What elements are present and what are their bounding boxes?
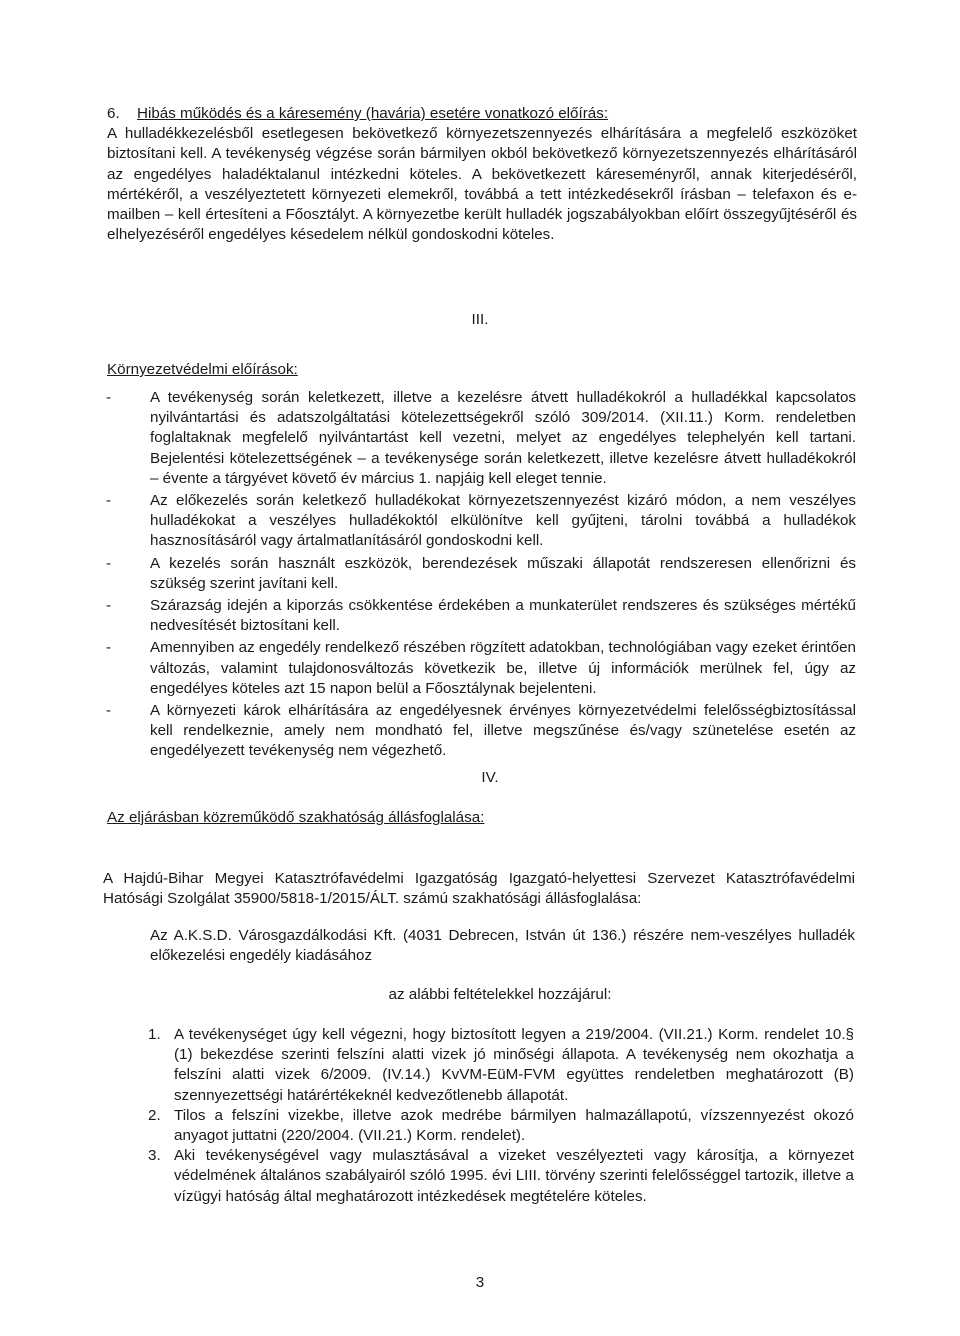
section-number: 6. <box>107 105 120 122</box>
roman-numeral-iii: III. <box>471 311 489 328</box>
list-item-text: Amennyiben az engedély rendelkező részében rögzített adatokban, technológiában vagy ezeket érintően változás, valamint tulajdonosváltozás következik be, illetve új információk merülnek fel, úgy az engedélyes köteles azt 15 napon belül a Főosztálynak bejelenteni. <box>150 639 856 697</box>
list-item <box>104 638 856 699</box>
list-item-text: Tilos a felszíni vizekbe, illetve azok medrébe bármilyen halmazállapotú, vízszennyezést okozó anyagot juttatni (220/2004. (VII.21.) Korm. rendelet). <box>174 1106 854 1145</box>
roman-numeral-iv: IV. <box>481 769 499 786</box>
list-item <box>104 554 856 594</box>
list-item-text: A tevékenységet úgy kell végezni, hogy biztosított legyen a 219/2004. (VII.21.) Korm. rendelet 10.§ (1) bekezdése szerinti felszíni alatti vizek jó minőségi állapota. A tevékenység nem okozhatja a felszíni alatti vizek 6/2009. (IV.14.) KvVM-EüM-FVM együttes rendeletben meghatározott (B) szennyezettségi határértékeknél kedvezőtlenebb állapotát. <box>174 1026 854 1104</box>
authority-paragraph: A Hajdú-Bihar Megyei Katasztrófavédelmi Igazgatóság Igazgató-helyettesi Szervezet Katasztrófavédelmi Hatósági Szolgálat 35900/5818-1/2015/ÁLT. számú szakhatósági állásfoglalása: <box>103 870 855 908</box>
item-number: 1. <box>148 1026 161 1043</box>
page-number: 3 <box>475 1274 485 1291</box>
conditions-heading: az alábbi feltételekkel hozzájárul: <box>388 986 612 1003</box>
list-item-text: A kezelés során használt eszközök, berendezések műszaki állapotát rendszeresen ellenőrizni és szükség szerint javítani kell. <box>150 554 856 592</box>
list-item <box>104 701 856 762</box>
section-6-body: A hulladékkezelésből esetlegesen bekövetkező környezetszennyezés elhárítására a megfelelő eszközöket biztosítani kell. A tevékenység végzése során bármilyen okból bekövetkező környezetszennyezés elhárításáról az engedélyes haladéktalanul intézkedni köteles. A bekövetkezett káreseményről, annak kiterjedéséről, mértékéről, a veszélyeztetett környezeti elemekről, továbbá a tett intézkedésekről írásban – telefaxon és e-mailben – kell értesíteni a Főosztályt. A környezetbe került hulladék jogszabályokban előírt összegyűjtéséről és elhelyezéséről engedélyes késedelem nélkül gondoskodni köteles. <box>107 125 857 244</box>
item-number: 3. <box>148 1147 161 1165</box>
list-item <box>148 1146 854 1207</box>
list-item-text: Az előkezelés során keletkező hulladékokat környezetszennyezést kizáró módon, a nem veszélyes hulladékokat a veszélyes hulladékoktól elkülönítve kell gyűjteni, tárolni továbbá a hulladékok hasznosításáról vagy ártalmatlanításáról gondoskodni kell. <box>150 492 856 550</box>
list-item-text: A tevékenység során keletkezett, illetve a kezelésre átvett hulladékokról a hulladékkal kapcsolatos nyilvántartási és adatszolgáltatási kötelezettségekről szóló 309/2014. (XII.11.) Korm. rendeletben foglaltaknak megfelelő nyilvántartást kell vezetni, melyet az engedélyes telephelyén kell tartani. Bejelentési kötelezettségének – a tevékenysége során keletkezett, illetve kezelésre átvett hulladékokról – évente a tárgyévet követő év március 1. napjáig kell eleget tennie. <box>150 389 856 487</box>
company-paragraph: Az A.K.S.D. Városgazdálkodási Kft. (4031 Debrecen, István út 136.) részére nem-veszélyes hulladék előkezelési engedély kiadásához <box>150 927 855 965</box>
section-6-heading <box>107 104 857 124</box>
bullet-dash: - <box>106 492 112 510</box>
env-requirements-list <box>104 388 856 762</box>
list-item-text: Aki tevékenységével vagy mulasztásával a vizeket veszélyezteti vagy károsítja, a környezet védelmének általános szabályairól szóló 1995. évi LIII. törvény szerinti felelősséggel tartozik, illetve a vízügyi hatóság által meghatározott intézkedések megtételére köteles. <box>174 1147 854 1205</box>
list-item <box>104 491 856 552</box>
item-number: 2. <box>148 1106 161 1124</box>
list-item <box>148 1025 854 1106</box>
bullet-dash: - <box>106 639 112 657</box>
bullet-dash: - <box>106 702 112 720</box>
bullet-dash: - <box>106 389 112 406</box>
list-item <box>104 388 856 489</box>
list-item <box>148 1106 854 1146</box>
authority-heading: Az eljárásban közreműködő szakhatóság állásfoglalása: <box>107 809 485 826</box>
list-item-text: A környezeti károk elhárítására az engedélyesnek érvényes környezetvédelmi felelősségbiztosítással kell rendelkeznie, amely nem mondható fel, illetve megszűnése és/vagy szünetelése esetén az engedélyezett tevékenység nem végezhető. <box>150 702 856 760</box>
section-6 <box>107 104 857 245</box>
list-item <box>104 596 856 636</box>
section-title: Hibás működés és a káresemény (havária) esetére vonatkozó előírás: <box>137 105 609 122</box>
conditions-list <box>148 1025 854 1207</box>
bullet-dash: - <box>106 554 112 572</box>
list-item-text: Szárazság idején a kiporzás csökkentése érdekében a munkaterület rendszeres és szükséges mértékű nedvesítését biztosítani kell. <box>150 597 856 635</box>
env-requirements-heading: Környezetvédelmi előírások: <box>107 361 298 378</box>
bullet-dash: - <box>106 597 112 615</box>
